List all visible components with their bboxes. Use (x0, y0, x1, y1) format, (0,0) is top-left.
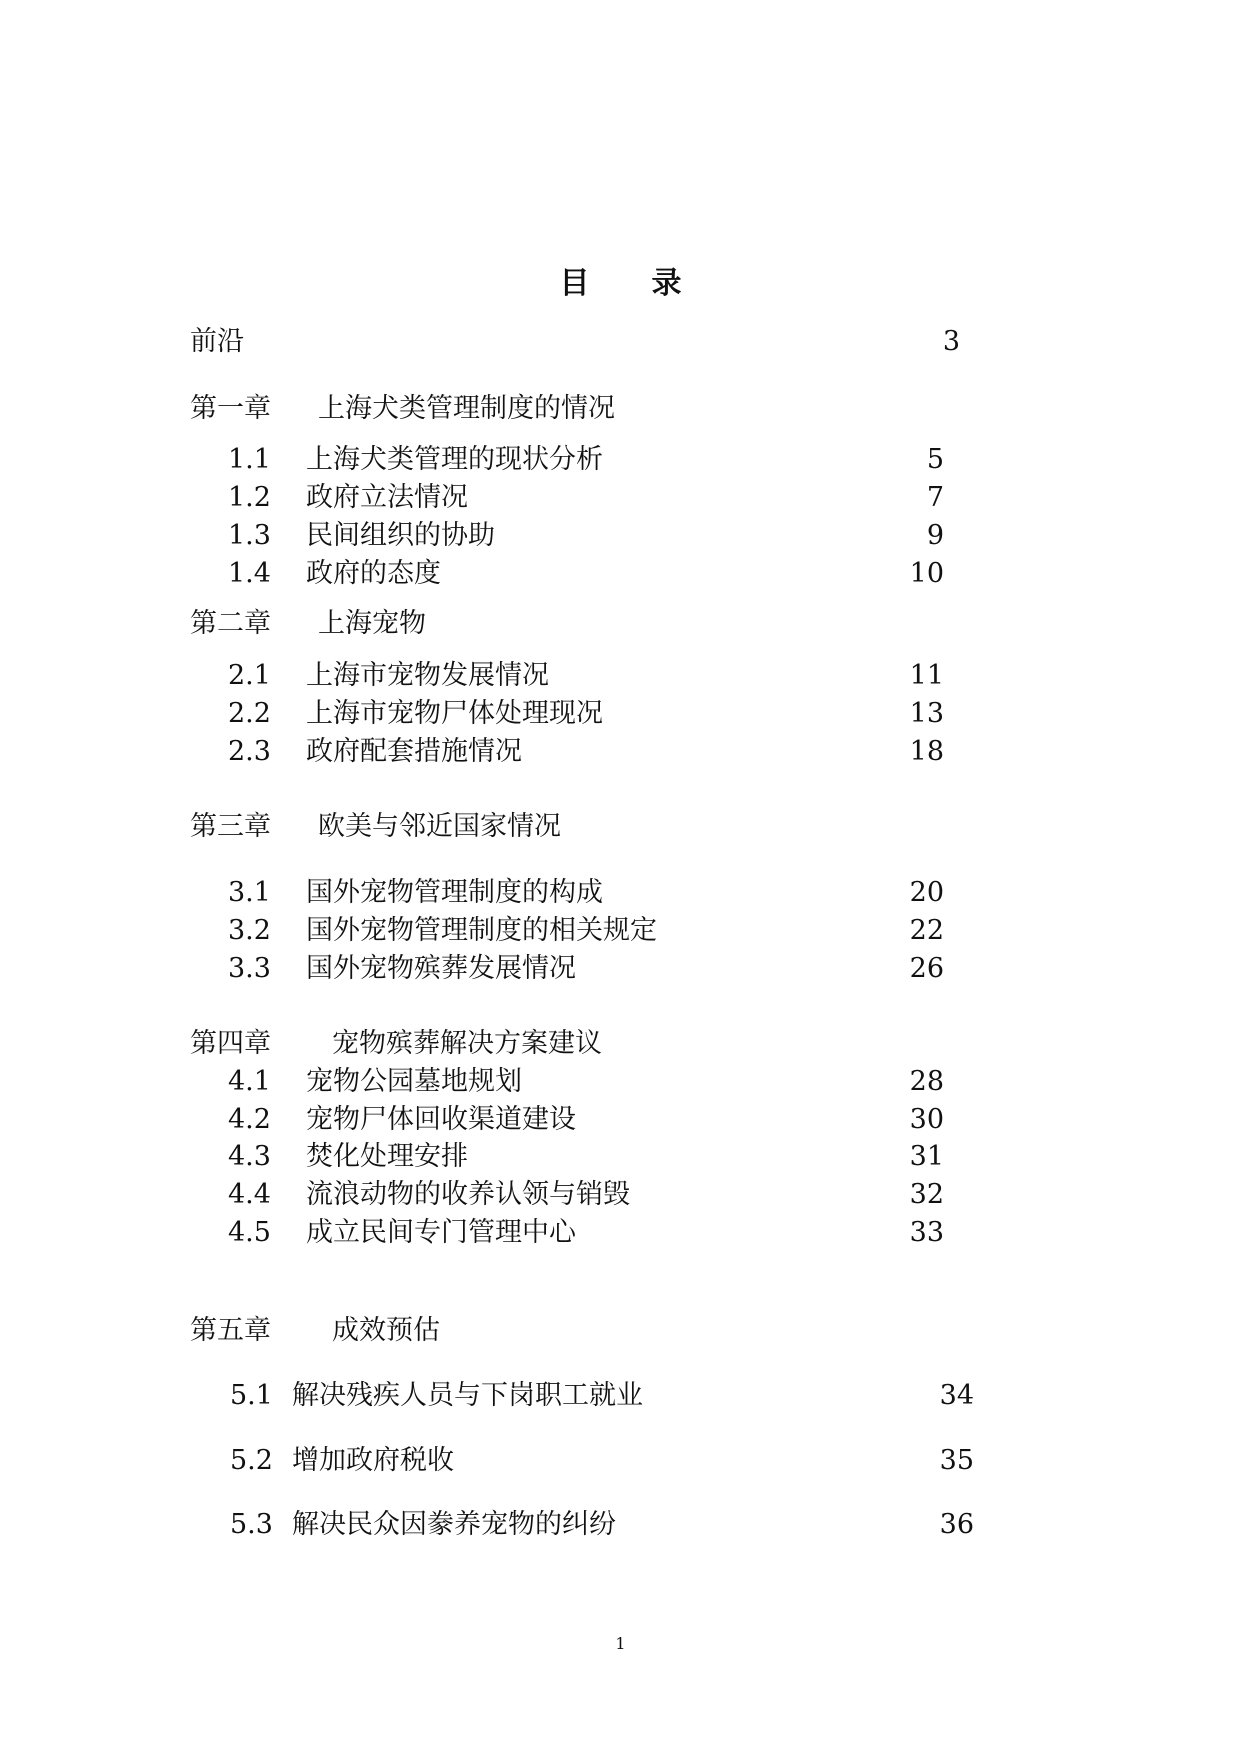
toc-entry-page: 10 (909, 558, 944, 589)
toc-section-number: 4.3 (228, 1141, 271, 1172)
toc-section-label: 上海犬类管理的现状分析 (306, 444, 603, 475)
toc-entry-page: 28 (909, 1066, 944, 1097)
toc-chapter-number: 第二章 (190, 608, 271, 639)
toc-title (0, 258, 1241, 302)
toc-section-label: 国外宠物殡葬发展情况 (306, 953, 576, 984)
toc-chapter-label: 宠物殡葬解决方案建议 (332, 1028, 602, 1059)
toc-chapter-number: 第一章 (190, 393, 271, 424)
toc-title-part2: 录 (651, 266, 682, 301)
toc-chapter-1 (190, 392, 960, 426)
toc-entry-page: 33 (909, 1217, 944, 1248)
toc-entry-page: 22 (909, 915, 944, 946)
toc-section-label: 流浪动物的收养认领与销毁 (306, 1179, 630, 1210)
toc-chapter-number: 第五章 (190, 1315, 271, 1346)
toc-section-number: 1.4 (228, 558, 271, 589)
toc-entry-page: 36 (939, 1509, 974, 1540)
toc-section-label: 解决残疾人员与下岗职工就业 (292, 1380, 643, 1411)
toc-section-label: 政府配套措施情况 (306, 736, 522, 767)
toc-section-number: 3.1 (228, 877, 271, 908)
toc-section-number: 4.4 (228, 1179, 271, 1210)
toc-title-part1: 目 (559, 266, 590, 301)
toc-section-label: 宠物尸体回收渠道建设 (306, 1104, 576, 1135)
toc-section-5-2 (230, 1444, 974, 1478)
toc-section-number: 2.3 (228, 736, 271, 767)
toc-section-2-1 (228, 659, 944, 693)
toc-entry-page: 11 (909, 660, 944, 691)
toc-section-number: 5.2 (230, 1445, 273, 1476)
toc-section-label: 政府的态度 (306, 558, 441, 589)
toc-section-5-1 (230, 1379, 974, 1413)
toc-chapter-2 (190, 607, 960, 641)
toc-section-number: 2.1 (228, 660, 271, 691)
toc-section-3-3 (228, 952, 944, 986)
toc-section-number: 2.2 (228, 698, 271, 729)
toc-section-1-3 (228, 519, 944, 553)
toc-section-4-3 (228, 1140, 944, 1174)
toc-section-label: 国外宠物管理制度的相关规定 (306, 915, 657, 946)
toc-section-3-1 (228, 876, 944, 910)
toc-entry-page: 35 (939, 1445, 974, 1476)
toc-section-2-3 (228, 735, 944, 769)
toc-section-label: 成立民间专门管理中心 (306, 1217, 576, 1248)
toc-section-number: 4.1 (228, 1066, 271, 1097)
toc-section-4-4 (228, 1178, 944, 1212)
toc-section-number: 1.2 (228, 482, 271, 513)
toc-entry-preface (190, 325, 960, 359)
toc-section-label: 焚化处理安排 (306, 1141, 468, 1172)
toc-section-number: 3.3 (228, 953, 271, 984)
toc-section-label: 民间组织的协助 (306, 520, 495, 551)
toc-entry-page: 3 (942, 326, 960, 357)
toc-section-label: 解决民众因豢养宠物的纠纷 (292, 1509, 616, 1540)
toc-section-1-2 (228, 481, 944, 515)
toc-chapter-3 (190, 810, 960, 844)
toc-section-label: 国外宠物管理制度的构成 (306, 877, 603, 908)
toc-chapter-number: 第四章 (190, 1028, 271, 1059)
toc-section-2-2 (228, 697, 944, 731)
toc-section-label: 上海市宠物尸体处理现况 (306, 698, 603, 729)
toc-section-label: 增加政府税收 (292, 1445, 454, 1476)
toc-section-label: 上海市宠物发展情况 (306, 660, 549, 691)
toc-section-1-1 (228, 443, 944, 477)
toc-section-1-4 (228, 557, 944, 591)
toc-chapter-label: 上海宠物 (318, 608, 426, 639)
toc-section-number: 1.3 (228, 520, 271, 551)
toc-section-number: 5.3 (230, 1509, 273, 1540)
toc-section-number: 1.1 (228, 444, 271, 475)
toc-section-4-1 (228, 1065, 944, 1099)
toc-section-3-2 (228, 914, 944, 948)
toc-section-5-3 (230, 1508, 974, 1542)
toc-chapter-number: 第三章 (190, 811, 271, 842)
toc-entry-label: 前沿 (190, 326, 244, 357)
toc-chapter-label: 上海犬类管理制度的情况 (318, 393, 615, 424)
toc-entry-page: 34 (939, 1380, 974, 1411)
toc-section-label: 宠物公园墓地规划 (306, 1066, 522, 1097)
toc-entry-page: 26 (909, 953, 944, 984)
toc-section-4-2 (228, 1103, 944, 1137)
toc-section-number: 3.2 (228, 915, 271, 946)
toc-section-number: 4.5 (228, 1217, 271, 1248)
toc-chapter-4 (190, 1027, 960, 1061)
toc-entry-page: 13 (909, 698, 944, 729)
toc-section-label: 政府立法情况 (306, 482, 468, 513)
toc-chapter-label: 欧美与邻近国家情况 (318, 811, 561, 842)
toc-entry-page: 31 (909, 1141, 944, 1172)
toc-entry-page: 20 (909, 877, 944, 908)
toc-section-4-5 (228, 1216, 944, 1250)
toc-entry-page: 9 (926, 520, 944, 551)
toc-chapter-label: 成效预估 (332, 1315, 440, 1346)
toc-entry-page: 7 (926, 482, 944, 513)
toc-entry-page: 5 (926, 444, 944, 475)
toc-entry-page: 30 (909, 1104, 944, 1135)
toc-entry-page: 18 (909, 736, 944, 767)
toc-entry-page: 32 (909, 1179, 944, 1210)
toc-section-number: 4.2 (228, 1104, 271, 1135)
page-number: 1 (615, 1634, 626, 1653)
toc-section-number: 5.1 (230, 1380, 273, 1411)
toc-chapter-5 (190, 1314, 960, 1348)
